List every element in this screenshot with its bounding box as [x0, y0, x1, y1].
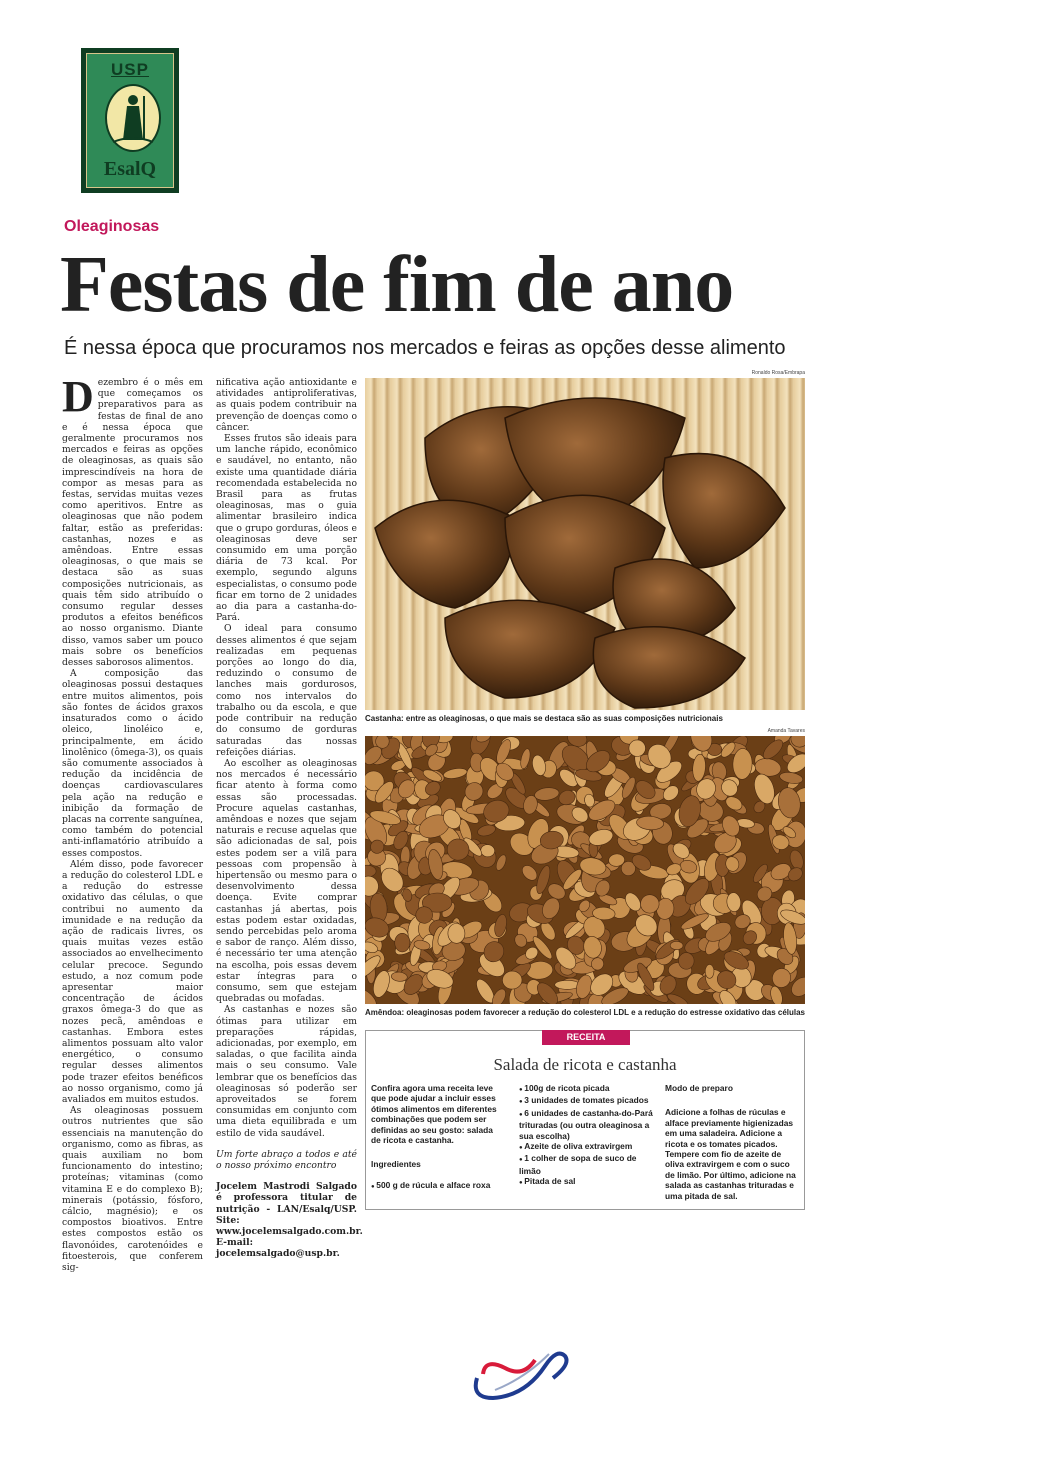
photo-credit: Ronaldo Rosa/Embrapa: [751, 370, 805, 376]
walnuts-photo: [365, 736, 805, 1004]
ingredient-item: ● 6 unidades de castanha-do-Pará trituradas (ou outra oleaginosa a sua escolha): [519, 1108, 655, 1141]
ingredient-item: ● Azeite de oliva extravirgem: [519, 1141, 655, 1153]
method-text: Adicione a folhas de rúculas e alface previamente higienizadas em uma saladeira. Adicione a ricota e os tomates picados. Tempere com fio de azeite de oliva extravirgem e com o suco de limão. Por último, adicione na salada as castanhas trituradas e uma pitada de sal.: [665, 1107, 796, 1201]
ingredient-item: ● 3 unidades de tomates picados: [519, 1095, 655, 1107]
headline: Festas de fim de ano: [60, 241, 734, 329]
logo-usp-text: USP: [111, 60, 149, 79]
closing-line: Um forte abraço a todos e até o nosso próximo encontro: [216, 1148, 357, 1172]
publisher-logo-icon: [465, 1338, 575, 1412]
brazil-nuts-photo: [365, 378, 805, 710]
article-paragraph: Ao escolher as oleaginosas nos mercados é necessário ficar atento à forma como essas são processadas. Procure aquelas castanhas, amêndoas e nozes que sejam naturais e recuse aquelas que são adicionadas de sal, pois estes podem ser a vilã para pessoas com propensão à hipertensão ou mesmo para o desenvolvimento dessa doença. Evite comprar castanhas já abertas, pois estas podem estar oxidadas, sendo percebidas pelo aroma e sabor de ranço. Além disso, é necessário ter uma atenção na escolha, pois essas devem estar íntegras para o consumo, sem que estejam quebradas ou mofadas.: [216, 757, 357, 1005]
article-paragraph: A composição das oleaginosas possui destaques entre muitos alimentos, pois são fontes de ácidos graxos insaturados como o ácido oleico, linoléico e, principalmente, em ácido linolênico (ômega-3), os quais são comumente associados à redução da incidência de doenças cardiovasculares pela ação na redução e inibição da formação de placas na corrente sanguínea, como também do potencial anti-inflamatório atribuído a esses compostos.: [62, 668, 203, 859]
article-paragraph: nificativa ação antioxidante e atividades antiproliferativas, as quais podem contribuir na prevenção de doenças como o câncer.: [216, 377, 357, 433]
recipe-intro: Confira agora uma receita leve que pode ajudar a incluir esses ótimos alimentos em diferentes combinações que podem ser definidas ao seu gosto: salada de ricota e castanha.: [371, 1083, 497, 1146]
dropcap: D: [62, 372, 94, 421]
recipe-column-2: [519, 1083, 655, 1189]
ingredient-item: ● 100g de ricota picada: [519, 1083, 655, 1095]
section-label: Oleaginosas: [64, 218, 160, 235]
photo-caption: Amêndoa: oleaginosas podem favorecer a redução do colesterol LDL e a redução do estresse oxidativo das células: [365, 1008, 805, 1017]
esalq-logo: [81, 48, 179, 193]
ingredient-item: ● Pitada de sal: [519, 1176, 655, 1188]
logo-emblem-icon: [105, 84, 161, 152]
recipe-column-1: [371, 1083, 505, 1192]
ingredient-item: ● 1 colher de sopa de suco de limão: [519, 1153, 655, 1176]
article-paragraph: As oleaginosas possuem outros nutrientes que são essenciais na manutenção do organismo, como as fibras, as quais auxiliam no bom funcionamento do intestino; proteínas; vitaminas (como vitamina E e do complexo B); minerais (potássio, fósforo, cálcio, magnésio); e os compostos bioativos. Entre estes compostos estão os flavonóides, carotenóides e fitoesterois, que conferem sig-: [62, 1105, 203, 1274]
article-paragraph: O ideal para consumo desses alimentos é que sejam realizadas em pequenas porções ao longo do dia, reduzindo o consumo de lanches mais gordurosos, como nos intervalos do trabalho ou da escola, e que pode contribuir na redução do consumo de gorduras saturadas das nossas refeições diárias.: [216, 623, 357, 758]
article-paragraph: Esses frutos são ideais para um lanche rápido, econômico e saudável, no entanto, não existe uma quantidade diária recomendada estabelecida no Brasil para as frutas oleaginosas, mas o guia alimentar brasileiro indica que o grupo gorduras, óleos e oleaginosas deve ser consumido em uma porção diária de 73 kcal. Por exemplo, segundo alguns especialistas, o consumo pode ficar em torno de 2 unidades ao dia para a castanha-do-Pará.: [216, 433, 357, 624]
author-signature: Jocelem Mastrodi Salgado é professora titular de nutrição - LAN/Esalq/USP. Site: www.jocelemsalgado.com.br. E-mail: jocelemsalgado@usp.br.: [216, 1181, 363, 1260]
article-column-2: [216, 377, 363, 1260]
article-column-1: [62, 372, 203, 1274]
ingredient-item: ● 500 g de rúcula e alface roxa: [371, 1180, 505, 1192]
method-label: Modo de preparo: [665, 1083, 733, 1093]
recipe-column-3: [665, 1083, 801, 1201]
recipe-box: [365, 1030, 805, 1210]
ingredients-label: Ingredientes: [371, 1159, 421, 1170]
logo-esalq-text: EsalQ: [103, 158, 157, 180]
article-paragraph: As castanhas e nozes são ótimas para utilizar em preparações rápidas, adicionadas, por exemplo, em saladas, o que facilita ainda mais o seu consumo. Vale lembrar que os benefícios das oleaginosas só poderão ser aproveitados se forem consumidas em conjunto com uma dieta equilibrada e um estilo de vida saudável.: [216, 1004, 357, 1139]
photo-caption: Castanha: entre as oleaginosas, o que mais se destaca são as suas composições nutricionais: [365, 714, 723, 723]
article-paragraph: Além disso, pode favorecer a redução do colesterol LDL e a redução do estresse oxidativo das células, o que contribui no aumento da imunidade e na redução da ação de radicais livres, os quais muitas vezes estão associados ao envelhecimento celular precoce. Segundo estudo, a noz comum pode apresentar maior concentração de ácidos graxos ômega-3 do que as nozes pecã, amêndoas e castanhas. Embora estes alimentos possuam alto valor energético, o consumo regular desses alimentos pode trazer efeitos benéficos ao nosso organismo, como já avaliados em muitos estudos.: [62, 858, 203, 1105]
deck-subtitle: É nessa época que procuramos nos mercados e feiras as opções desse alimento: [64, 337, 786, 359]
photo-credit: Amanda Tavares: [767, 728, 805, 734]
article-paragraph: Dezembro é o mês em que começamos os preparativos para as festas de final de ano e é nessa época que geralmente procuramos nos mercados e feiras as opções de oleaginosas, as quais são imprescindíveis na hora de compor as mesas para as festas, servidas muitas vezes como aperitivos. Entre as oleaginosas que não podem faltar, estão as preferidas: castanhas, nozes e as amêndoas. Entre essas oleaginosas, o que mais se destaca são as suas composições nutricionais, as quais têm sido atribuído o consumo regular desses produtos a efeitos benéficos ao nosso organismo. Diante disso, vamos saber um pouco mais sobre os benefícios desses saborosos alimentos.: [62, 372, 203, 669]
recipe-tag: RECEITA: [542, 1030, 630, 1045]
recipe-title: Salada de ricota e castanha: [493, 1055, 677, 1074]
